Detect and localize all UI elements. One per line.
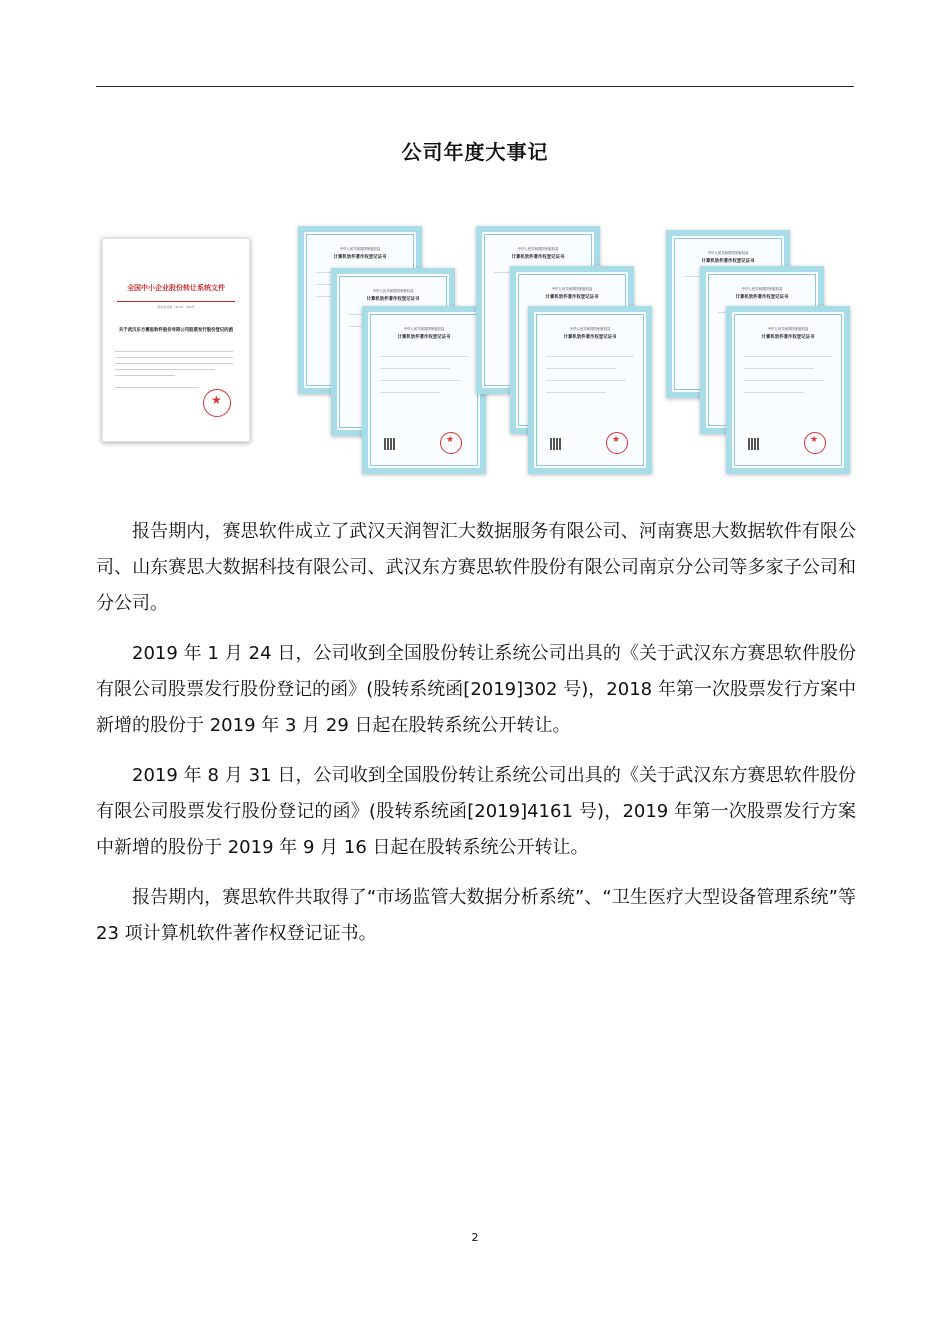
copyright-certificate [726,306,850,474]
letter-text-line [115,351,233,352]
certificate-title: 计算机软件著作权登记证书 [333,255,387,260]
certificate-line [380,368,450,369]
certificate-title: 计算机软件著作权登记证书 [511,255,565,260]
red-seal-icon [804,432,826,454]
letter-number: 股转系统函〔2019〕302号 [157,305,195,309]
approval-letter [102,238,250,442]
letter-text-line [115,387,199,388]
certificate-line [546,380,626,381]
letter-subject: 关于武汉东方赛思软件股份有限公司股票发行股份登记的函 [118,328,234,333]
certificate-title: 计算机软件著作权登记证书 [397,335,451,340]
paragraph: 报告期内，赛思软件成立了武汉天润智汇大数据服务有限公司、河南赛思大数据软件有限公司、山东赛思大数据科技有限公司、武汉东方赛思软件股份有限公司南京分公司等多家子公司和分公司。 [96,521,856,614]
certificate-line [380,356,468,357]
certificate-line [744,356,832,357]
header-rule [96,86,854,87]
certificate-title: 计算机软件著作权登记证书 [761,335,815,340]
certificate-line [546,356,634,357]
copyright-certificate [528,306,652,474]
certificate-authority: 中华人民共和国国家版权局 [707,251,749,255]
qr-code-icon [550,438,562,450]
certificate-authority: 中华人民共和国国家版权局 [517,247,559,251]
certificate-title: 计算机软件著作权登记证书 [545,295,599,300]
certificate-title: 计算机软件著作权登记证书 [563,335,617,340]
certificate-line [380,380,460,381]
certificate-line [546,368,616,369]
qr-code-icon [384,438,396,450]
copyright-certificate [362,306,486,474]
certificate-line [744,368,814,369]
certificate-authority: 中华人民共和国国家版权局 [551,287,593,291]
certificate-line [744,380,824,381]
paragraph: 报告期内，赛思软件共取得了“市场监管大数据分析系统”、“卫生医疗大型设备管理系统”等 23 项计算机软件著作权登记证书。 [96,887,856,944]
certificate-authority: 中华人民共和国国家版权局 [569,327,611,331]
certificate-authority: 中华人民共和国国家版权局 [741,287,783,291]
certificate-authority: 中华人民共和国国家版权局 [767,327,809,331]
letter-text-line [115,357,233,358]
body-text [96,514,856,966]
certificate-title: 计算机软件著作权登记证书 [735,295,789,300]
certificate-line [546,392,606,393]
page-number: 2 [471,1231,479,1244]
certificate-title: 计算机软件著作权登记证书 [701,259,755,264]
letter-text-line [115,369,215,370]
certificate-authority: 中华人民共和国国家版权局 [339,247,381,251]
red-seal-icon [606,432,628,454]
certificate-line [744,392,804,393]
page-title: 公司年度大事记 [401,140,549,164]
qr-code-icon [748,438,760,450]
paragraph: 2019 年 1 月 24 日，公司收到全国股份转让系统公司出具的《关于武汉东方赛思软件股份有限公司股票发行股份登记的函》(股转系统函[2019]302 号)，2018 年第一次股票发行方案中新增的股份于 2019 年 3 月 29 日起在股转系统公开转让。 [96,643,856,736]
certificate-authority: 中华人民共和国国家版权局 [403,327,445,331]
red-seal-icon [440,432,462,454]
certificates-image [96,222,854,472]
certificate-line [380,392,440,393]
letter-text-line [115,363,233,364]
letter-header: 全国中小企业股份转让系统文件 [127,283,225,292]
letter-text-line [115,375,175,376]
certificate-authority: 中华人民共和国国家版权局 [372,289,414,293]
letter-red-rule [117,301,235,302]
red-seal-icon [203,389,231,417]
paragraph: 2019 年 8 月 31 日，公司收到全国股份转让系统公司出具的《关于武汉东方赛思软件股份有限公司股票发行股份登记的函》(股转系统函[2019]4161 号)，2019 年第一次股票发行方案中新增的股份于 2019 年 9 月 16 日起在股转系统公开转让。 [96,765,856,858]
certificate-title: 计算机软件著作权登记证书 [366,297,420,302]
